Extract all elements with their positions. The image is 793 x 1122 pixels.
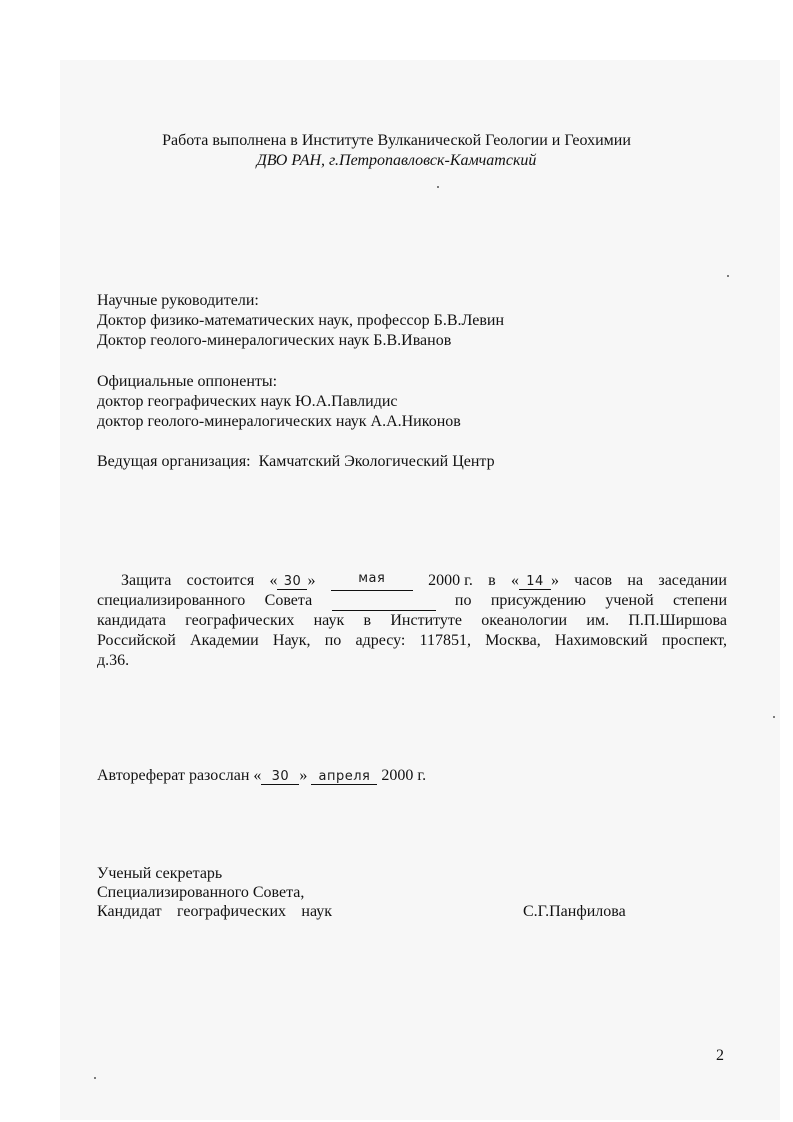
defense-month: мая — [331, 571, 413, 591]
abstract-sent-year: 2000 г. — [381, 767, 427, 784]
abstract-sent-day: 30 — [261, 769, 299, 785]
word: 117851, — [419, 632, 471, 649]
word: Совета — [264, 592, 313, 609]
leading-org-value: Камчатский Экологический Центр — [258, 453, 495, 470]
defense-line-4 — [97, 631, 727, 651]
supervisor-1: Доктор физико-математических наук, профессор Б.В.Левин — [97, 312, 505, 329]
opponent-1: доктор географических наук Ю.А.Павлидис — [97, 393, 398, 410]
defense-hour-value: 14 — [519, 574, 551, 590]
word: географических — [185, 612, 295, 629]
scan-speck — [727, 275, 729, 277]
leading-org-label: Ведущая организация: — [97, 453, 251, 470]
leading-organization — [97, 452, 495, 472]
header-line-institute: Работа выполнена в Институте Вулканической Геологии и Геохимии — [162, 132, 631, 149]
word: присуждению — [490, 592, 587, 609]
secretary-name: С.Г.Панфилова — [523, 903, 626, 920]
word: по — [454, 592, 472, 609]
word: Кандидат — [97, 903, 162, 920]
word: Москва, — [485, 632, 541, 649]
word: им. — [586, 612, 610, 629]
supervisors-heading: Научные руководители: — [97, 292, 259, 309]
word: Академии — [190, 632, 259, 649]
abstract-sent-label: Автореферат разослан — [97, 767, 250, 784]
word: состоится — [186, 572, 255, 589]
word: на — [627, 572, 644, 589]
secretary-title: Ученый секретарь — [97, 865, 223, 882]
word: наук — [301, 903, 332, 920]
council-number-blank — [332, 591, 436, 611]
word: проспект, — [661, 632, 727, 649]
defense-line-1 — [121, 571, 727, 591]
word: специализированного — [97, 592, 246, 609]
opponent-2: доктор геолого-минералогических наук А.А.Никонов — [97, 413, 461, 430]
word: по — [324, 632, 342, 649]
word: Наук, — [272, 632, 311, 649]
word: Институте — [390, 612, 463, 629]
word: в — [363, 612, 372, 629]
word: Защита — [121, 572, 172, 589]
word: географических — [177, 903, 287, 920]
header-line-location: ДВО РАН, г.Петропавловск-Камчатский — [256, 152, 537, 169]
defense-year: 2000 г. — [428, 572, 473, 589]
word: наук — [313, 612, 345, 629]
defense-hour: « 14 » — [511, 572, 559, 589]
defense-day: « 30 » — [269, 572, 316, 589]
defense-line-3 — [97, 611, 727, 631]
scan-speck — [437, 186, 439, 188]
secretary-council: Специализированного Совета, — [97, 884, 305, 901]
word: степени — [673, 592, 727, 609]
word: заседании — [658, 572, 727, 589]
defense-day-value: 30 — [277, 574, 307, 590]
word: адресу: — [355, 632, 406, 649]
secretary-degree — [97, 902, 332, 922]
word: океанологии — [481, 612, 568, 629]
scan-speck — [94, 1077, 96, 1079]
abstract-sent-line: Автореферат разослан « 30 » апреля 2000 г. — [97, 767, 427, 784]
page-number: 2 — [716, 1047, 724, 1064]
word: П.П.Ширшова — [628, 612, 727, 629]
supervisor-2: Доктор геолого-минералогических наук Б.В.Иванов — [97, 332, 452, 349]
defense-line-5: д.36. — [97, 652, 130, 669]
word: Российской — [97, 632, 176, 649]
defense-line-2 — [97, 591, 727, 611]
word: Нахимовский — [554, 632, 648, 649]
abstract-sent-month: апреля — [311, 769, 377, 785]
word: в — [488, 572, 496, 589]
word: кандидата — [97, 612, 167, 629]
opponents-heading: Официальные оппоненты: — [97, 373, 278, 390]
word: часов — [574, 572, 613, 589]
word: ученой — [605, 592, 654, 609]
scan-speck — [773, 716, 775, 718]
